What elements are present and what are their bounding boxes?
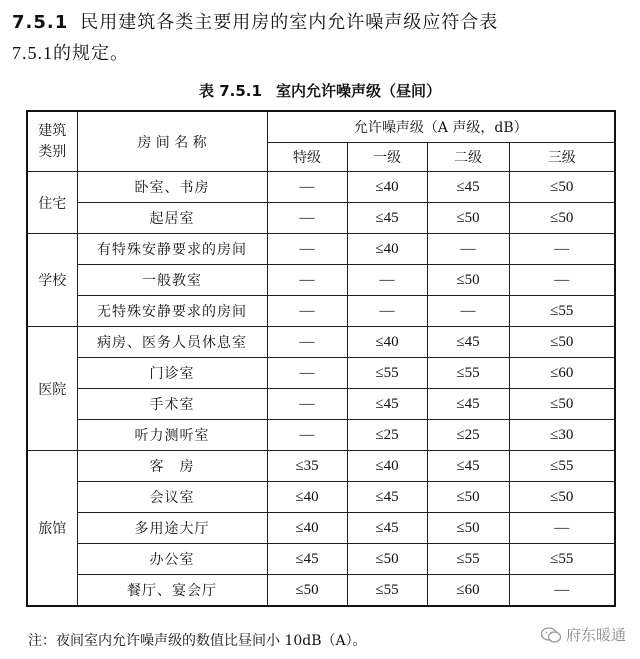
room-name-cell: 一般教室 (77, 265, 267, 296)
table-row (27, 482, 615, 513)
noise-value-cell: — (267, 172, 347, 203)
noise-value-cell: ≤40 (347, 327, 427, 358)
table-note: 注：夜间室内允许噪声级的数值比昼间小 10dB（A）。 (28, 633, 367, 649)
table-caption-title: 室内允许噪声级（昼间） (275, 82, 441, 100)
header-grade-2: 二级 (427, 143, 509, 172)
noise-value-cell: ≤40 (347, 172, 427, 203)
table-body (27, 172, 615, 607)
table-caption-number: 表 7.5.1 (199, 82, 262, 100)
noise-value-cell: ≤40 (347, 451, 427, 482)
header-building-type-line-1: 建筑 (38, 122, 67, 139)
room-name-cell: 手术室 (77, 389, 267, 420)
table-row (27, 544, 615, 575)
room-name-cell: 餐厅、宴会厅 (77, 575, 267, 607)
noise-value-cell: ≤50 (267, 575, 347, 607)
noise-value-cell: ≤45 (427, 451, 509, 482)
noise-value-cell: — (267, 420, 347, 451)
noise-value-cell: ≤50 (347, 544, 427, 575)
noise-value-cell: ≤30 (509, 420, 615, 451)
table-row (27, 327, 615, 358)
noise-value-cell: ≤60 (427, 575, 509, 607)
noise-value-cell: ≤50 (509, 327, 615, 358)
header-grade-1: 一级 (347, 143, 427, 172)
building-category-cell: 学校 (27, 234, 77, 327)
table-row (27, 265, 615, 296)
table-row (27, 575, 615, 607)
table-row (27, 513, 615, 544)
noise-value-cell: ≤55 (509, 296, 615, 327)
header-grade-special: 特级 (267, 143, 347, 172)
noise-value-cell: ≤40 (267, 513, 347, 544)
noise-value-cell: ≤50 (427, 265, 509, 296)
noise-value-cell: — (347, 296, 427, 327)
building-category-cell: 医院 (27, 327, 77, 451)
building-category-cell: 住宅 (27, 172, 77, 234)
room-name-cell: 有特殊安静要求的房间 (77, 234, 267, 265)
noise-value-cell: ≤40 (347, 234, 427, 265)
noise-value-cell: — (509, 265, 615, 296)
noise-value-cell: ≤55 (427, 358, 509, 389)
wechat-icon (540, 626, 562, 644)
noise-value-cell: — (267, 389, 347, 420)
noise-value-cell: ≤40 (267, 482, 347, 513)
noise-value-cell: ≤55 (509, 544, 615, 575)
noise-value-cell: ≤45 (267, 544, 347, 575)
noise-value-cell: — (347, 265, 427, 296)
noise-value-cell: — (509, 234, 615, 265)
table-row (27, 420, 615, 451)
noise-value-cell: — (267, 327, 347, 358)
noise-value-cell: ≤45 (347, 482, 427, 513)
noise-value-cell: ≤45 (427, 327, 509, 358)
watermark-text: 府东暖通 (565, 626, 626, 644)
table-row (27, 203, 615, 234)
clause-number: 7.5.1 (12, 12, 69, 33)
room-name-cell: 卧室、书房 (77, 172, 267, 203)
noise-value-cell: — (267, 234, 347, 265)
noise-value-cell: ≤25 (347, 420, 427, 451)
noise-level-table (26, 110, 616, 607)
table-row (27, 389, 615, 420)
table-row (27, 358, 615, 389)
room-name-cell: 无特殊安静要求的房间 (77, 296, 267, 327)
noise-value-cell: ≤45 (427, 389, 509, 420)
clause-line-1 (12, 8, 628, 38)
noise-value-cell: — (267, 296, 347, 327)
noise-value-cell: ≤50 (509, 203, 615, 234)
room-name-cell: 多用途大厅 (77, 513, 267, 544)
table-row (27, 296, 615, 327)
table-row (27, 172, 615, 203)
room-name-cell: 病房、医务人员休息室 (77, 327, 267, 358)
header-row-1 (27, 111, 615, 143)
noise-value-cell: — (427, 234, 509, 265)
noise-value-cell: — (267, 358, 347, 389)
table-caption (0, 80, 640, 101)
room-name-cell: 客 房 (77, 451, 267, 482)
header-grade-3: 三级 (509, 143, 615, 172)
noise-value-cell: ≤50 (427, 513, 509, 544)
header-room-name: 房 间 名 称 (77, 111, 267, 172)
noise-value-cell: ≤55 (347, 358, 427, 389)
header-noise-level: 允许噪声级（A 声级，dB） (267, 111, 615, 143)
building-category-cell: 旅馆 (27, 451, 77, 607)
table-row (27, 451, 615, 482)
clause-table-ref: 7.5.1 (12, 43, 53, 63)
noise-value-cell: ≤50 (509, 389, 615, 420)
clause-text-1: 民用建筑各类主要用房的室内允许噪声级应符合表 (80, 12, 499, 33)
room-name-cell: 起居室 (77, 203, 267, 234)
noise-value-cell: ≤50 (509, 482, 615, 513)
clause-paragraph (12, 8, 628, 69)
room-name-cell: 会议室 (77, 482, 267, 513)
noise-value-cell: ≤45 (347, 389, 427, 420)
noise-value-cell: ≤55 (427, 544, 509, 575)
noise-value-cell: ≤45 (427, 172, 509, 203)
header-building-type-line-2: 类别 (38, 143, 67, 160)
noise-value-cell: ≤45 (347, 513, 427, 544)
noise-value-cell: ≤55 (509, 451, 615, 482)
noise-value-cell: — (267, 265, 347, 296)
noise-value-cell: — (509, 575, 615, 607)
noise-value-cell: ≤60 (509, 358, 615, 389)
noise-value-cell: ≤35 (267, 451, 347, 482)
clause-line-2 (12, 38, 628, 69)
noise-value-cell: ≤45 (347, 203, 427, 234)
noise-value-cell: ≤50 (427, 482, 509, 513)
noise-value-cell: ≤50 (427, 203, 509, 234)
noise-value-cell: — (509, 513, 615, 544)
table-row (27, 234, 615, 265)
watermark (540, 624, 626, 645)
noise-value-cell: ≤25 (427, 420, 509, 451)
noise-value-cell: — (267, 203, 347, 234)
noise-value-cell: ≤50 (509, 172, 615, 203)
room-name-cell: 听力测听室 (77, 420, 267, 451)
header-building-type (27, 111, 77, 172)
clause-text-2: 的规定。 (53, 43, 129, 64)
room-name-cell: 门诊室 (77, 358, 267, 389)
noise-value-cell: — (427, 296, 509, 327)
room-name-cell: 办公室 (77, 544, 267, 575)
noise-value-cell: ≤55 (347, 575, 427, 607)
